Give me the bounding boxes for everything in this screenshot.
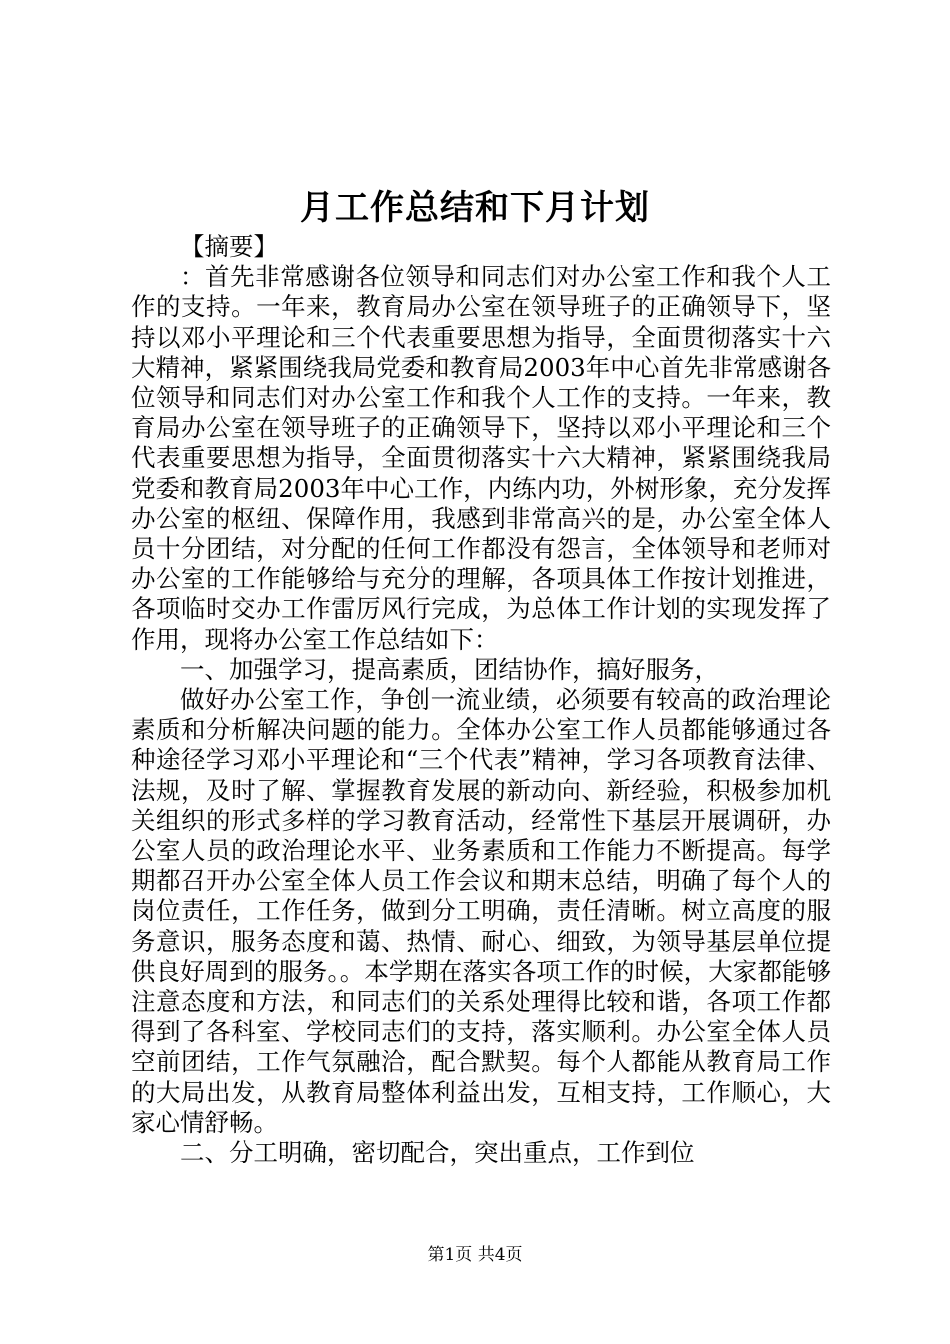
paragraph-intro: ：首先非常感谢各位领导和同志们对办公室工作和我个人工作的支持。一年来，教育局办公室在领导班子的正确领导下，坚持以邓小平理论和三个代表重要思想为指导，全面贯彻落实十六大精神，紧紧围绕我局党委和教育局2003年中心首先非常感谢各位领导和同志们对办公室工作和我个人工作的支持。一年来，教育局办公室在领导班子的正确领导下，坚持以邓小平理论和三个代表重要思想为指导，全面贯彻落实十六大精神，紧紧围绕我局党委和教育局2003年中心工作，内练内功，外树形象，充分发挥办公室的枢纽、保障作用，我感到非常高兴的是，办公室全体人员十分团结，对分配的任何工作都没有怨言，全体领导和老师对办公室的工作能够给与充分的理解，各项具体工作按计划推进，各项临时交办工作雷厉风行完成，为总体工作计划的实现发挥了作用，现将办公室工作总结如下： [131,262,831,654]
section-heading-1: 一、加强学习，提高素质，团结协作，搞好服务， [180,654,719,684]
abstract-label: 【摘要】 [180,232,278,261]
document-body [131,232,831,1168]
section-heading-2: 二、分工明确，密切配合，突出重点，工作到位 [180,1138,695,1168]
page-footer: 第1页 共4页 [427,1245,523,1265]
document-title: 月工作总结和下月计划 [300,188,650,228]
paragraph-section-1: 做好办公室工作，争创一流业绩，必须要有较高的政治理论素质和分析解决问题的能力。全体办公室工作人员都能够通过各种途径学习邓小平理论和“三个代表”精神，学习各项教育法律、法规，及时了解、掌握教育发展的新动向、新经验，积极参加机关组织的形式多样的学习教育活动，经常性下基层开展调研，办公室人员的政治理论水平、业务素质和工作能力不断提高。每学期都召开办公室全体人员工作会议和期末总结，明确了每个人的岗位责任，工作任务，做到分工明确，责任清晰。树立高度的服务意识，服务态度和蔼、热情、耐心、细致，为领导基层单位提供良好周到的服务。。本学期在落实各项工作的时候，大家都能够注意态度和方法，和同志们的关系处理得比较和谐，各项工作都得到了各科室、学校同志们的支持，落实顺利。办公室全体人员空前团结，工作气氛融洽，配合默契。每个人都能从教育局工作的大局出发，从教育局整体利益出发，互相支持，工作顺心，大家心情舒畅。 [131,685,831,1137]
